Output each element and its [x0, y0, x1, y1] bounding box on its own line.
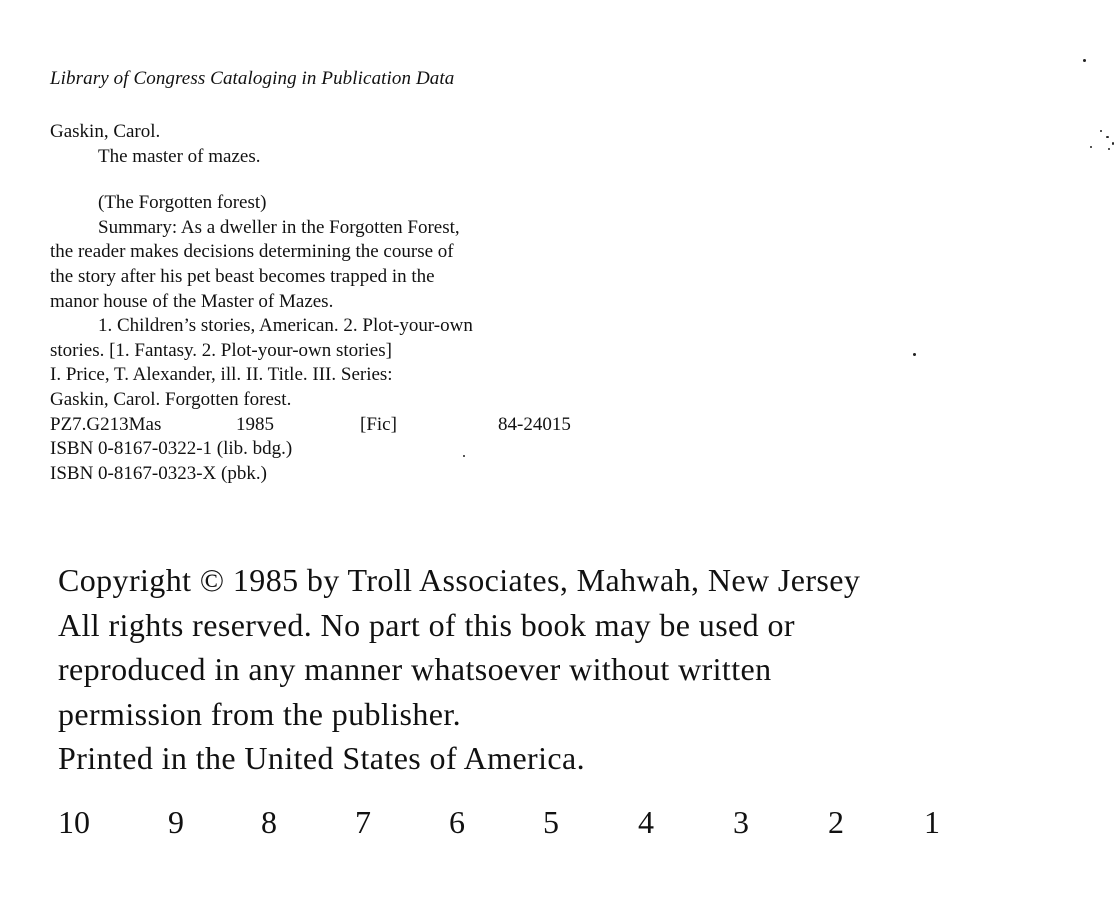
cip-series: (The Forgotten forest) [98, 192, 267, 214]
cip-year: 1985 [236, 413, 274, 435]
scan-speck [913, 353, 916, 356]
printing-number: 8 [261, 804, 277, 840]
cip-subject-line: 1. Children’s stories, American. 2. Plot-your-own [98, 315, 473, 337]
scan-speck [1090, 146, 1092, 148]
cip-summary-line: the story after his pet beast becomes trapped in the [50, 265, 435, 287]
printing-number: 5 [543, 804, 559, 840]
scan-speck [463, 455, 465, 457]
cip-summary-line: Summary: As a dweller in the Forgotten Forest, [98, 216, 460, 238]
printing-number: 3 [733, 804, 749, 840]
cip-subject-line: stories. [1. Fantasy. 2. Plot-your-own stories] [50, 339, 392, 361]
scan-speck [1100, 130, 1102, 132]
rights-line: All rights reserved. No part of this book may be used or [58, 606, 795, 643]
scan-speck [1083, 59, 1086, 62]
printing-number: 4 [638, 804, 654, 840]
scan-speck [1108, 148, 1110, 150]
cip-isbn-line: ISBN 0-8167-0323-X (pbk.) [50, 462, 267, 484]
printing-number: 7 [355, 804, 371, 840]
cip-class-number: PZ7.G213Mas [50, 413, 162, 435]
cip-summary-line: manor house of the Master of Mazes. [50, 290, 334, 312]
rights-line: permission from the publisher. [58, 695, 462, 732]
printing-number: 6 [449, 804, 465, 840]
copyright-notice [58, 558, 860, 781]
cip-subject-line: I. Price, T. Alexander, ill. II. Title. III. Series: [50, 364, 393, 386]
cip-subject-line: Gaskin, Carol. Forgotten forest. [50, 388, 292, 410]
cip-heading: Library of Congress Cataloging in Publication Data [50, 68, 455, 89]
cip-summary-line: the reader makes decisions determining the course of [50, 241, 454, 263]
cip-isbn-line: ISBN 0-8167-0322-1 (lib. bdg.) [50, 438, 293, 460]
scan-speck [1106, 136, 1109, 138]
printing-number: 9 [168, 804, 184, 840]
cip-title: The master of mazes. [98, 145, 261, 167]
cip-author: Gaskin, Carol. [50, 121, 161, 142]
cip-call-number-row [50, 413, 571, 438]
scan-speck [1112, 142, 1114, 145]
rights-line: reproduced in any manner whatsoever without written [58, 651, 772, 687]
printed-in-line: Printed in the United States of America. [58, 740, 585, 776]
copyright-line: Copyright © 1985 by Troll Associates, Mahwah, New Jersey [58, 562, 861, 598]
printing-number-line [58, 804, 958, 848]
printing-number: 1 [924, 804, 940, 840]
printing-number: 2 [828, 804, 844, 840]
cip-fic: [Fic] [360, 413, 397, 435]
cip-record [50, 120, 571, 486]
printing-number: 10 [58, 804, 90, 840]
cip-lccn: 84-24015 [498, 413, 571, 435]
